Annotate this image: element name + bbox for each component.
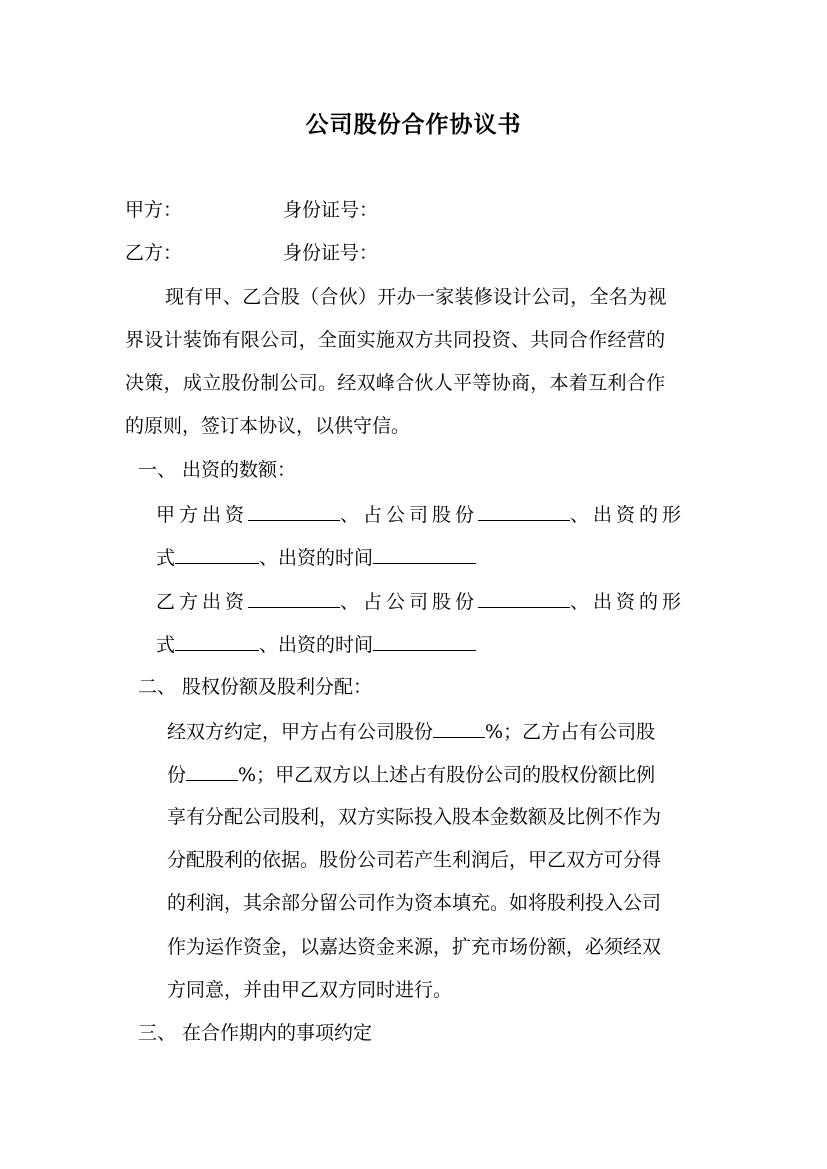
share-label: 、占公司股份 (340, 504, 479, 526)
party-b-share-text: %；乙方占有公司股 (485, 721, 656, 743)
section-1-heading: 一、 出资的数额： (138, 459, 297, 481)
section-3-heading: 三、 在合作期内的事项约定 (138, 1022, 373, 1044)
section-2-line-3: 享有分配公司股利，双方实际投入股本金数额及比例不作为 (167, 806, 662, 828)
section-2-heading: 二、 股权份额及股利分配： (138, 676, 373, 698)
document-title: 公司股份合作协议书 (305, 111, 522, 138)
section-2-line-1 (167, 718, 655, 744)
party-a-label: 甲方： (125, 199, 183, 221)
party-a-invest-label: 甲方出资 (156, 504, 249, 526)
section-2-line-5: 的利润，其余部分留公司作为资本填充。如将股利投入公司 (167, 892, 662, 914)
intro-line-2: 界设计装饰有限公司，全面实施双方共同投资、共同合作经营的 (125, 329, 666, 351)
form-label-cont: 式 (156, 547, 176, 569)
party-b-form-blank[interactable] (175, 631, 259, 651)
share-ratio-text: %；甲乙双方以上述占有股份公司的股权份额比例 (238, 764, 656, 786)
section-2-line-4: 分配股利的依据。股份公司若产生利润后，甲乙双方可分得 (167, 849, 662, 871)
section-2-line-6: 作为运作资金，以嘉达资金来源，扩充市场份额，必须经双 (167, 936, 662, 958)
time-label: 、出资的时间 (259, 634, 374, 656)
party-b-percent-blank[interactable] (186, 761, 238, 781)
party-a-row (125, 198, 182, 222)
section-2-line-2 (167, 761, 655, 787)
party-a-share-text: 经双方约定，甲方占有公司股份 (167, 721, 434, 743)
party-a-amount-blank[interactable] (248, 501, 340, 521)
form-label: 、出资的形 (570, 591, 686, 613)
party-a-id-label: 身份证号： (283, 199, 379, 221)
party-a-investment-row (156, 501, 685, 527)
party-a-share-blank[interactable] (478, 501, 570, 521)
party-b-investment-row (156, 588, 685, 614)
party-a-form-row (156, 544, 476, 570)
form-label: 、出资的形 (570, 504, 686, 526)
party-b-form-row (156, 631, 476, 657)
intro-line-3: 决策，成立股份制公司。经双峰合伙人平等协商，本着互利合作 (125, 372, 666, 394)
party-a-time-blank[interactable] (373, 544, 476, 564)
party-b-label: 乙方： (125, 242, 183, 264)
party-a-id-row (283, 198, 378, 222)
share-label: 、占公司股份 (340, 591, 479, 613)
party-b-invest-label: 乙方出资 (156, 591, 249, 613)
party-b-id-row (283, 241, 378, 265)
section-2-line-7: 方同意，并由甲乙双方同时进行。 (167, 979, 453, 1001)
party-b-id-label: 身份证号： (283, 242, 379, 264)
share-text-cont: 份 (167, 764, 187, 786)
party-a-percent-blank[interactable] (433, 718, 485, 738)
party-a-form-blank[interactable] (175, 544, 259, 564)
time-label: 、出资的时间 (259, 547, 374, 569)
intro-line-4: 的原则，签订本协议，以供守信。 (125, 415, 411, 437)
intro-line-1: 现有甲、乙合股（合伙）开办一家装修设计公司，全名为视 (165, 286, 667, 308)
form-label-cont: 式 (156, 634, 176, 656)
party-b-time-blank[interactable] (373, 631, 476, 651)
party-b-row (125, 241, 182, 265)
party-b-amount-blank[interactable] (248, 588, 340, 608)
party-b-share-blank[interactable] (478, 588, 570, 608)
